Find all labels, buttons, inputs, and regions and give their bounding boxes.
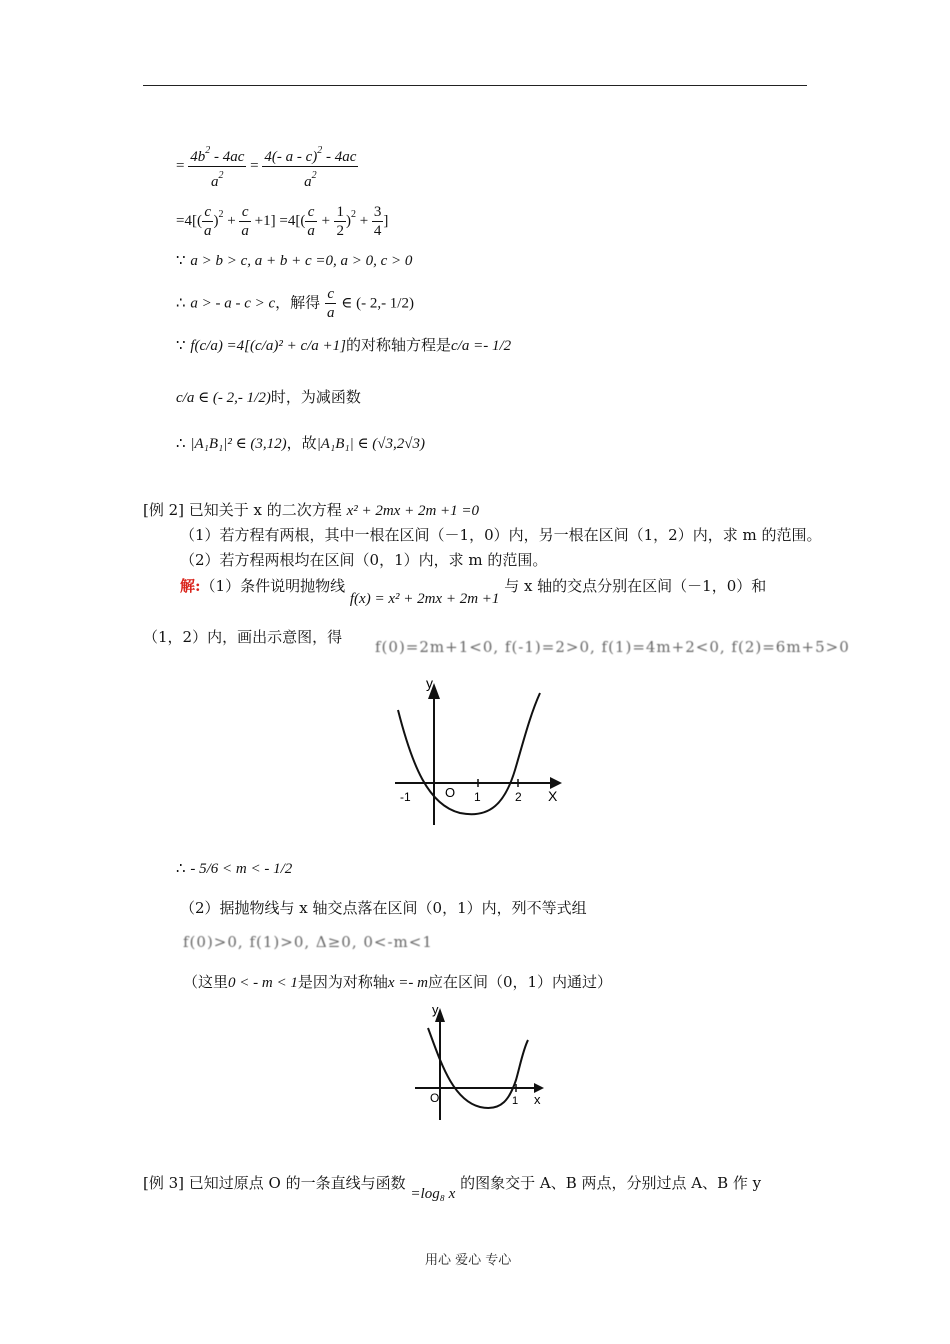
blurred-inequality-system-1: f(0)=2m+1<0, f(-1)=2>0, f(1)=4m+2<0, f(2)=6m+5>0	[375, 638, 850, 656]
page-footer: 用心 爱心 专心	[425, 1253, 512, 1268]
example-2-question-1: （1）若方程有两根，其中一根在区间（－1，0）内，另一根在区间（1，2）内，求 m 的范围。	[180, 526, 822, 544]
tick-label: 1	[474, 790, 481, 804]
x-label: X	[548, 788, 558, 804]
solution-line-2: （1，2）内，画出示意图，得	[143, 628, 343, 646]
note-line: （这里0 < - m < 1是因为对称轴x =- m应在区间（0，1）内通过）	[183, 973, 613, 991]
tick-label: 1	[512, 1095, 519, 1107]
formula-line-6: c/a ∈ (- 2,- 1/2)时，为减函数	[176, 388, 361, 406]
formula-line-7: ∴ |A₁B₁|² ∈ (3,12)，故|A₁B₁| ∈ (√3,2√3)	[176, 434, 425, 452]
parabola-graph-2	[410, 1000, 550, 1125]
solution-line-1: 解:（1）条件说明抛物线 f(x) = x² + 2mx + 2m +1 与 x 轴的交点分别在区间（－1，0）和	[180, 577, 767, 607]
example-2-question-2: （2）若方程两根均在区间（0，1）内，求 m 的范围。	[180, 551, 548, 569]
tick-label: -1	[400, 790, 411, 804]
formula-line-1: = $\frac{4b^2 - 4ac}{a^2}$ = $\frac{4(- a - c)^2 - 4ac}{a^2}$	[176, 142, 358, 191]
blurred-inequality-system-2: f(0)>0, f(1)>0, Δ≥0, 0<-m<1	[183, 933, 433, 951]
formula-line-2: =4[( $\frac{c}{a}$ )$^2$ + $\frac{c}{a}$ +1] =4[( $\frac{c}{a}$ + $\frac{1}{2}$ )$^2$ + $\frac{3}{4}$ ]	[176, 204, 389, 239]
origin-label: O	[445, 785, 456, 800]
x-label: x	[534, 1092, 541, 1107]
y-label: y	[426, 675, 433, 691]
origin-label: O	[430, 1091, 440, 1105]
solution-part-2: （2）据抛物线与 x 轴交点落在区间（0，1）内，列不等式组	[180, 899, 587, 917]
formula-line-3: ∵ a > b > c, a + b + c =0, a > 0, c > 0	[176, 251, 413, 269]
parabola-graph-1	[390, 675, 570, 830]
example-3-line: [例 3] 已知过原点 O 的一条直线与函数 =log₈ x 的图象交于 A、B 两点，分别过点 A、B 作 y	[143, 1174, 762, 1202]
y-label: y	[432, 1002, 439, 1017]
formula-line-4: ∴ a > - a - c > c，解得 $\frac{c}{a}$ ∈ (- 2,- 1/2)	[176, 286, 414, 321]
header-rule	[143, 85, 807, 86]
formula-line-5: ∵ f(c/a) =4[(c/a)² + c/a +1]的对称轴方程是c/a =- 1/2	[176, 336, 512, 354]
example-2-title: [例 2] 已知关于 x 的二次方程 x² + 2mx + 2m +1 =0	[143, 501, 480, 519]
result-line: ∴ - 5/6 < m < - 1/2	[176, 859, 293, 877]
tick-label: 2	[515, 790, 522, 804]
